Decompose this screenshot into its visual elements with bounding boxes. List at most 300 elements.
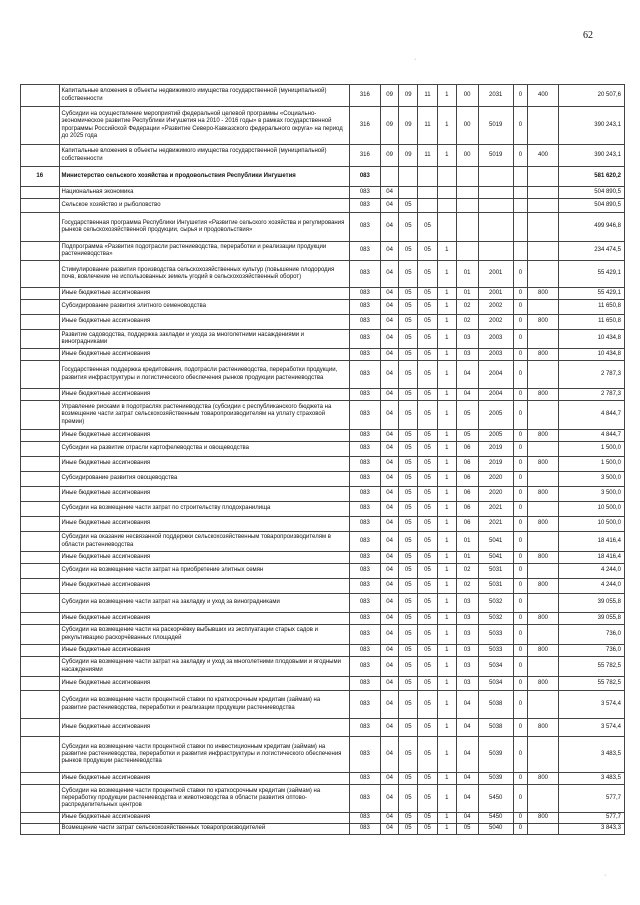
amount: 20 507,6 (558, 85, 624, 107)
program-code: 05 (418, 315, 438, 330)
program-code: 05 (418, 213, 438, 242)
event-code: 04 (456, 389, 478, 401)
row-number (21, 737, 60, 773)
subsection-code: 05 (399, 401, 418, 430)
expense-type-code (528, 401, 559, 430)
expense-type-code (528, 472, 559, 487)
table-row (21, 719, 625, 737)
direction-suffix: 0 (513, 457, 527, 472)
table-row (21, 502, 625, 517)
event-code: 06 (456, 442, 478, 457)
subprogram-code: 1 (437, 315, 456, 330)
subsection-code: 05 (399, 442, 418, 457)
direction-code: 5039 (478, 737, 513, 773)
row-name: Возмещение части затрат сельскохозяйственных товаропроизводителей (59, 824, 349, 835)
row-number (21, 213, 60, 242)
subprogram-code: 1 (437, 657, 456, 677)
expense-type-code (528, 242, 559, 261)
direction-suffix: 0 (513, 532, 527, 552)
table-row (21, 187, 625, 199)
program-code: 05 (418, 579, 438, 594)
direction-code: 5038 (478, 719, 513, 737)
row-number (21, 813, 60, 824)
program-code: 05 (418, 719, 438, 737)
program-code: 11 (418, 107, 438, 145)
row-number (21, 719, 60, 737)
subsection-code: 05 (399, 261, 418, 288)
row-name: Государственная программа Республики Ингушетия «Развитие сельского хозяйства и регулирования рынков сельскохозяйственной продукции, сырья и продовольствия» (59, 213, 349, 242)
ved-code: 083 (349, 167, 380, 187)
event-code: 05 (456, 430, 478, 442)
direction-suffix: 0 (513, 288, 527, 300)
section-code: 04 (380, 361, 399, 389)
subsection-code: 05 (399, 657, 418, 677)
direction-code: 5034 (478, 657, 513, 677)
subprogram-code: 1 (437, 773, 456, 785)
subsection-code: 05 (399, 737, 418, 773)
program-code: 05 (418, 532, 438, 552)
table-row (21, 472, 625, 487)
ved-code: 083 (349, 187, 380, 199)
subprogram-code: 1 (437, 594, 456, 613)
subprogram-code: 1 (437, 691, 456, 719)
amount: 577,7 (558, 785, 624, 813)
expense-type-code (528, 261, 559, 288)
subsection-code: 05 (399, 389, 418, 401)
row-number (21, 824, 60, 835)
program-code: 05 (418, 594, 438, 613)
subprogram-code: 1 (437, 677, 456, 691)
section-code: 04 (380, 288, 399, 300)
program-code: 05 (418, 552, 438, 564)
subprogram-code: 1 (437, 349, 456, 361)
program-code: 05 (418, 300, 438, 315)
amount: 577,7 (558, 813, 624, 824)
program-code: 05 (418, 442, 438, 457)
ved-code: 083 (349, 242, 380, 261)
row-number (21, 517, 60, 532)
subsection-code: 05 (399, 517, 418, 532)
event-code: 04 (456, 361, 478, 389)
ved-code: 083 (349, 579, 380, 594)
section-code: 04 (380, 737, 399, 773)
row-number (21, 261, 60, 288)
expense-type-code (528, 213, 559, 242)
program-code: 05 (418, 657, 438, 677)
table-row (21, 288, 625, 300)
row-name: Иные бюджетные ассигнования (59, 315, 349, 330)
direction-code: 2004 (478, 389, 513, 401)
event-code: 00 (456, 145, 478, 167)
expense-type-code: 800 (528, 457, 559, 472)
amount: 3 483,5 (558, 737, 624, 773)
subsection-code: 05 (399, 472, 418, 487)
ved-code: 083 (349, 773, 380, 785)
ved-code: 083 (349, 487, 380, 502)
direction-suffix: 0 (513, 85, 527, 107)
row-name: Субсидирование развития овощеводства (59, 472, 349, 487)
ved-code: 083 (349, 517, 380, 532)
table-row (21, 564, 625, 579)
direction-suffix: 0 (513, 594, 527, 613)
ved-code: 316 (349, 107, 380, 145)
table-row (21, 813, 625, 824)
event-code: 02 (456, 564, 478, 579)
expense-type-code (528, 625, 559, 645)
expense-type-code (528, 824, 559, 835)
direction-suffix: 0 (513, 472, 527, 487)
expense-type-code (528, 564, 559, 579)
expense-type-code: 800 (528, 552, 559, 564)
ved-code: 083 (349, 552, 380, 564)
program-code: 05 (418, 349, 438, 361)
expense-type-code: 800 (528, 389, 559, 401)
program-code: 05 (418, 517, 438, 532)
direction-code: 5041 (478, 552, 513, 564)
table-row (21, 517, 625, 532)
subsection-code: 05 (399, 532, 418, 552)
row-name: Иные бюджетные ассигнования (59, 349, 349, 361)
direction-suffix: 0 (513, 613, 527, 625)
program-code: 05 (418, 625, 438, 645)
expense-type-code: 400 (528, 85, 559, 107)
row-name: Субсидии на возмещение части затрат на закладку и уход за многолетними плодовыми и ягодными насаждениями (59, 657, 349, 677)
amount: 390 243,1 (558, 145, 624, 167)
section-code: 04 (380, 389, 399, 401)
table-row (21, 457, 625, 472)
row-number (21, 107, 60, 145)
subprogram-code: 1 (437, 532, 456, 552)
row-number (21, 315, 60, 330)
row-number (21, 552, 60, 564)
direction-code: 5031 (478, 579, 513, 594)
subsection-code: 09 (399, 85, 418, 107)
subprogram-code: 1 (437, 625, 456, 645)
expense-type-code: 800 (528, 677, 559, 691)
amount: 18 416,4 (558, 552, 624, 564)
row-name: Министерство сельского хозяйства и продовольствия Республики Ингушетия (59, 167, 349, 187)
row-name: Иные бюджетные ассигнования (59, 773, 349, 785)
ved-code: 083 (349, 532, 380, 552)
event-code (456, 187, 478, 199)
direction-suffix: 0 (513, 517, 527, 532)
section-code: 04 (380, 579, 399, 594)
program-code: 05 (418, 564, 438, 579)
row-name: Капитальные вложения в объекты недвижимого имущества государственной (муниципальной) собственности (59, 145, 349, 167)
section-code: 04 (380, 824, 399, 835)
event-code: 03 (456, 657, 478, 677)
subprogram-code: 1 (437, 288, 456, 300)
subprogram-code: 1 (437, 813, 456, 824)
expense-type-code: 800 (528, 719, 559, 737)
expense-type-code (528, 532, 559, 552)
subprogram-code: 1 (437, 785, 456, 813)
row-number (21, 300, 60, 315)
amount: 234 474,5 (558, 242, 624, 261)
amount: 10 434,8 (558, 349, 624, 361)
subsection-code: 05 (399, 677, 418, 691)
direction-code: 2002 (478, 300, 513, 315)
ved-code: 083 (349, 645, 380, 657)
subprogram-code: 1 (437, 502, 456, 517)
direction-code: 2021 (478, 502, 513, 517)
budget-table (20, 84, 625, 835)
event-code: 02 (456, 579, 478, 594)
expense-type-code (528, 361, 559, 389)
direction-suffix: 0 (513, 625, 527, 645)
table-row (21, 242, 625, 261)
row-number (21, 85, 60, 107)
direction-code: 5040 (478, 824, 513, 835)
amount: 504 890,5 (558, 199, 624, 213)
amount: 4 844,7 (558, 401, 624, 430)
row-name: Иные бюджетные ассигнования (59, 613, 349, 625)
row-number (21, 330, 60, 349)
subsection-code: 05 (399, 645, 418, 657)
table-row (21, 594, 625, 613)
row-name: Государственная поддержка кредитования, подотрасли растениеводства, переработки продукции, развития инфраструктуры и логистического обеспечения рынков продукции растениеводства (59, 361, 349, 389)
row-number (21, 657, 60, 677)
direction-suffix: 0 (513, 677, 527, 691)
ved-code: 083 (349, 613, 380, 625)
amount: 10 434,8 (558, 330, 624, 349)
row-number (21, 564, 60, 579)
event-code: 04 (456, 737, 478, 773)
row-name: Иные бюджетные ассигнования (59, 719, 349, 737)
direction-code (478, 242, 513, 261)
subprogram-code: 1 (437, 145, 456, 167)
direction-suffix: 0 (513, 579, 527, 594)
row-number (21, 288, 60, 300)
ved-code: 083 (349, 442, 380, 457)
subprogram-code: 1 (437, 242, 456, 261)
row-name: Иные бюджетные ассигнования (59, 813, 349, 824)
row-number (21, 430, 60, 442)
row-name: Стимулирование развития производства сельскохозяйственных культур (повышение плодородия почв, вовлечение не использованных земель угодий в сельскохозяйственный оборот) (59, 261, 349, 288)
expense-type-code (528, 737, 559, 773)
subsection-code: 09 (399, 107, 418, 145)
table-row (21, 824, 625, 835)
table-row (21, 430, 625, 442)
section-code: 04 (380, 552, 399, 564)
subprogram-code (437, 187, 456, 199)
direction-code: 5038 (478, 691, 513, 719)
amount: 10 500,0 (558, 502, 624, 517)
expense-type-code (528, 330, 559, 349)
ved-code: 316 (349, 85, 380, 107)
row-number (21, 773, 60, 785)
row-name: Национальная экономика (59, 187, 349, 199)
event-code: 01 (456, 552, 478, 564)
section-code: 04 (380, 349, 399, 361)
ved-code: 083 (349, 785, 380, 813)
event-code: 05 (456, 401, 478, 430)
table-row (21, 613, 625, 625)
row-number (21, 487, 60, 502)
subsection-code: 05 (399, 349, 418, 361)
section-code: 04 (380, 813, 399, 824)
ved-code: 083 (349, 401, 380, 430)
ved-code: 083 (349, 361, 380, 389)
table-row (21, 199, 625, 213)
direction-code: 2001 (478, 261, 513, 288)
program-code: 05 (418, 457, 438, 472)
row-number (21, 502, 60, 517)
subsection-code: 05 (399, 813, 418, 824)
event-code: 00 (456, 85, 478, 107)
expense-type-code (528, 502, 559, 517)
subsection-code: 05 (399, 213, 418, 242)
subprogram-code (437, 199, 456, 213)
direction-code: 2021 (478, 517, 513, 532)
ved-code: 083 (349, 430, 380, 442)
section-code: 04 (380, 457, 399, 472)
direction-suffix: 0 (513, 719, 527, 737)
subprogram-code: 1 (437, 824, 456, 835)
event-code: 03 (456, 625, 478, 645)
row-name: Субсидии на возмещение части процентной ставки по краткосрочным кредитам (займам) на развитие растениеводства, переработки и реализации продукции растениеводства (59, 691, 349, 719)
amount: 4 244,0 (558, 564, 624, 579)
direction-suffix (513, 187, 527, 199)
section-code: 04 (380, 472, 399, 487)
row-name: Субсидии на возмещение части процентной ставки по инвестиционным кредитам (займам) на развитие растениеводства, переработки и развития инфраструктуры и логистического обеспечения рынков продукции растениеводства (59, 737, 349, 773)
amount: 3 483,5 (558, 773, 624, 785)
row-name: Иные бюджетные ассигнования (59, 579, 349, 594)
expense-type-code: 800 (528, 645, 559, 657)
table-row (21, 677, 625, 691)
direction-code: 5032 (478, 613, 513, 625)
row-name: Иные бюджетные ассигнования (59, 552, 349, 564)
direction-suffix: 0 (513, 442, 527, 457)
direction-suffix: 0 (513, 657, 527, 677)
subprogram-code: 1 (437, 552, 456, 564)
subprogram-code: 1 (437, 261, 456, 288)
event-code: 06 (456, 472, 478, 487)
expense-type-code: 800 (528, 613, 559, 625)
row-name: Иные бюджетные ассигнования (59, 645, 349, 657)
subsection-code: 05 (399, 242, 418, 261)
row-number (21, 594, 60, 613)
row-name: Субсидии на возмещение части затрат по строительству плодохранилища (59, 502, 349, 517)
section-code: 04 (380, 785, 399, 813)
subprogram-code: 1 (437, 389, 456, 401)
row-number (21, 442, 60, 457)
expense-type-code (528, 442, 559, 457)
row-number (21, 645, 60, 657)
direction-suffix: 0 (513, 813, 527, 824)
amount: 55 429,1 (558, 288, 624, 300)
table-row (21, 645, 625, 657)
subsection-code: 05 (399, 457, 418, 472)
program-code: 05 (418, 389, 438, 401)
direction-suffix: 0 (513, 645, 527, 657)
direction-code (478, 167, 513, 187)
event-code: 04 (456, 785, 478, 813)
program-code: 11 (418, 145, 438, 167)
event-code: 04 (456, 719, 478, 737)
direction-code: 2004 (478, 361, 513, 389)
amount: 4 844,7 (558, 430, 624, 442)
event-code: 03 (456, 330, 478, 349)
subsection-code (399, 187, 418, 199)
direction-code: 5033 (478, 645, 513, 657)
section-code: 04 (380, 401, 399, 430)
direction-code: 2003 (478, 330, 513, 349)
ved-code: 083 (349, 719, 380, 737)
row-number (21, 349, 60, 361)
direction-code (478, 187, 513, 199)
ved-code: 083 (349, 349, 380, 361)
amount: 2 787,3 (558, 361, 624, 389)
subprogram-code: 1 (437, 487, 456, 502)
row-name: Субсидии на возмещение части затрат на приобретение элитных семян (59, 564, 349, 579)
subsection-code: 05 (399, 564, 418, 579)
row-number (21, 145, 60, 167)
subsection-code: 05 (399, 719, 418, 737)
table-row (21, 85, 625, 107)
subsection-code: 05 (399, 330, 418, 349)
amount: 736,0 (558, 625, 624, 645)
section-code: 09 (380, 85, 399, 107)
event-code (456, 213, 478, 242)
row-number (21, 187, 60, 199)
row-number (21, 579, 60, 594)
expense-type-code: 800 (528, 579, 559, 594)
direction-code: 2003 (478, 349, 513, 361)
row-name: Субсидирование развития элитного семеноводства (59, 300, 349, 315)
program-code (418, 167, 438, 187)
section-code: 04 (380, 625, 399, 645)
table-row (21, 361, 625, 389)
subsection-code: 05 (399, 691, 418, 719)
amount: 1 500,0 (558, 442, 624, 457)
ved-code: 083 (349, 502, 380, 517)
direction-suffix: 0 (513, 824, 527, 835)
program-code: 05 (418, 785, 438, 813)
event-code: 06 (456, 487, 478, 502)
section-code: 04 (380, 691, 399, 719)
direction-suffix: 0 (513, 785, 527, 813)
direction-suffix: 0 (513, 430, 527, 442)
row-number (21, 401, 60, 430)
subprogram-code: 1 (437, 517, 456, 532)
expense-type-code: 800 (528, 430, 559, 442)
amount: 39 055,8 (558, 594, 624, 613)
program-code: 05 (418, 773, 438, 785)
ved-code: 083 (349, 457, 380, 472)
row-number (21, 532, 60, 552)
table-row (21, 300, 625, 315)
program-code: 11 (418, 85, 438, 107)
row-number (21, 457, 60, 472)
direction-suffix: 0 (513, 330, 527, 349)
subsection-code: 09 (399, 145, 418, 167)
table-row (21, 401, 625, 430)
row-name: Иные бюджетные ассигнования (59, 487, 349, 502)
section-code: 04 (380, 677, 399, 691)
direction-suffix: 0 (513, 691, 527, 719)
section-code: 04 (380, 594, 399, 613)
direction-code: 5041 (478, 532, 513, 552)
program-code: 05 (418, 613, 438, 625)
table-row (21, 349, 625, 361)
event-code: 03 (456, 613, 478, 625)
direction-code: 5031 (478, 564, 513, 579)
table-row (21, 315, 625, 330)
row-number (21, 361, 60, 389)
row-name: Субсидии на возмещение части на раскорчёвку выбывших из эксплуатации старых садов и рекультивацию раскорчёванных площадей (59, 625, 349, 645)
section-code: 04 (380, 773, 399, 785)
